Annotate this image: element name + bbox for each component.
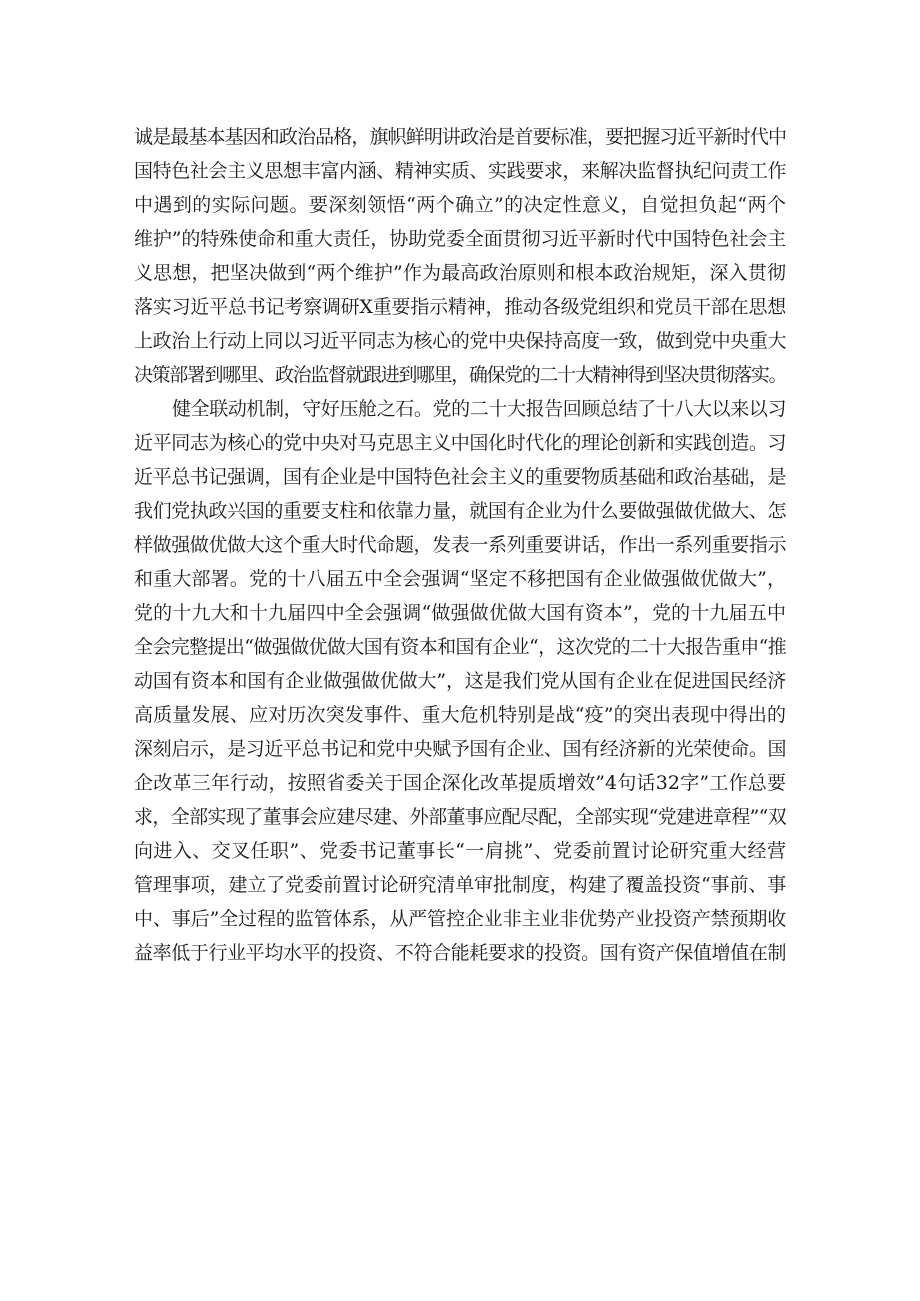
text-line: 落实习近平总书记考察调研X重要指示精神，推动各级党组织和党员干部在思想	[134, 296, 786, 318]
text-line: 我们党执政兴国的重要支柱和依靠力量，就国有企业为什么要做强做优做大、怎	[134, 500, 786, 522]
text-line: 诚是最基本基因和政治品格，旗帜鲜明讲政治是首要标准，要把握习近平新时代中	[134, 126, 786, 148]
paragraph-2	[134, 392, 786, 970]
text-line: 党的十九大和十九届四中全会强调“做强做优做大国有资本”，党的十九届五中	[134, 602, 786, 624]
text-line: 国特色社会主义思想丰富内涵、精神实质、实践要求，来解决监督执纪问责工作	[134, 160, 786, 182]
text-line: 健全联动机制，守好压舱之石。党的二十大报告回顾总结了十八大以来以习	[172, 398, 786, 420]
paragraph-1	[134, 120, 786, 392]
text-line: 近平总书记强调，国有企业是中国特色社会主义的重要物质基础和政治基础，是	[134, 466, 786, 488]
text-line: 向进入、交叉任职”、党委书记董事长“一肩挑”、党委前置讨论研究重大经营	[134, 840, 786, 862]
text-line: 动国有资本和国有企业做强做优做大”，这是我们党从国有企业在促进国民经济	[134, 670, 786, 692]
text-line: 和重大部署。党的十八届五中全会强调“坚定不移把国有企业做强做优做大”，	[134, 568, 786, 590]
text-line: 中、事后”全过程的监管体系，从严管控企业非主业非优势产业投资产禁预期收	[134, 908, 786, 930]
text-line: 深刻启示，是习近平总书记和党中央赋予国有企业、国有经济新的光荣使命。国	[134, 738, 786, 760]
text-line: 求，全部实现了董事会应建尽建、外部董事应配尽配，全部实现“党建进章程”“双	[134, 806, 786, 828]
text-line: 益率低于行业平均水平的投资、不符合能耗要求的投资。国有资产保值增值在制	[134, 942, 786, 964]
text-line: 全会完整提出“做强做优做大国有资本和国有企业“，这次党的二十大报告重申“推	[134, 636, 786, 658]
text-line: 中遇到的实际问题。要深刻领悟“两个确立”的决定性意义，自觉担负起“两个	[134, 194, 786, 216]
text-line: 高质量发展、应对历次突发事件、重大危机特别是战“疫”的突出表现中得出的	[134, 704, 786, 726]
text-line: 企改革三年行动，按照省委关于国企深化改革提质增效”4句话32字”工作总要	[134, 772, 786, 794]
text-line: 近平同志为核心的党中央对马克思主义中国化时代化的理论创新和实践创造。习	[134, 432, 786, 454]
text-line: 上政治上行动上同以习近平同志为核心的党中央保持高度一致，做到党中央重大	[134, 330, 786, 352]
body-text	[134, 120, 786, 970]
text-line: 义思想，把坚决做到“两个维护”作为最高政治原则和根本政治规矩，深入贯彻	[134, 262, 786, 284]
text-line: 决策部署到哪里、政治监督就跟进到哪里，确保党的二十大精神得到坚决贯彻落实。	[134, 364, 786, 386]
text-line: 管理事项，建立了党委前置讨论研究清单审批制度，构建了覆盖投资“事前、事	[134, 874, 786, 896]
text-line: 样做强做优做大这个重大时代命题，发表一系列重要讲话，作出一系列重要指示	[134, 534, 786, 556]
text-line: 维护”的特殊使命和重大责任，协助党委全面贯彻习近平新时代中国特色社会主	[134, 228, 786, 250]
